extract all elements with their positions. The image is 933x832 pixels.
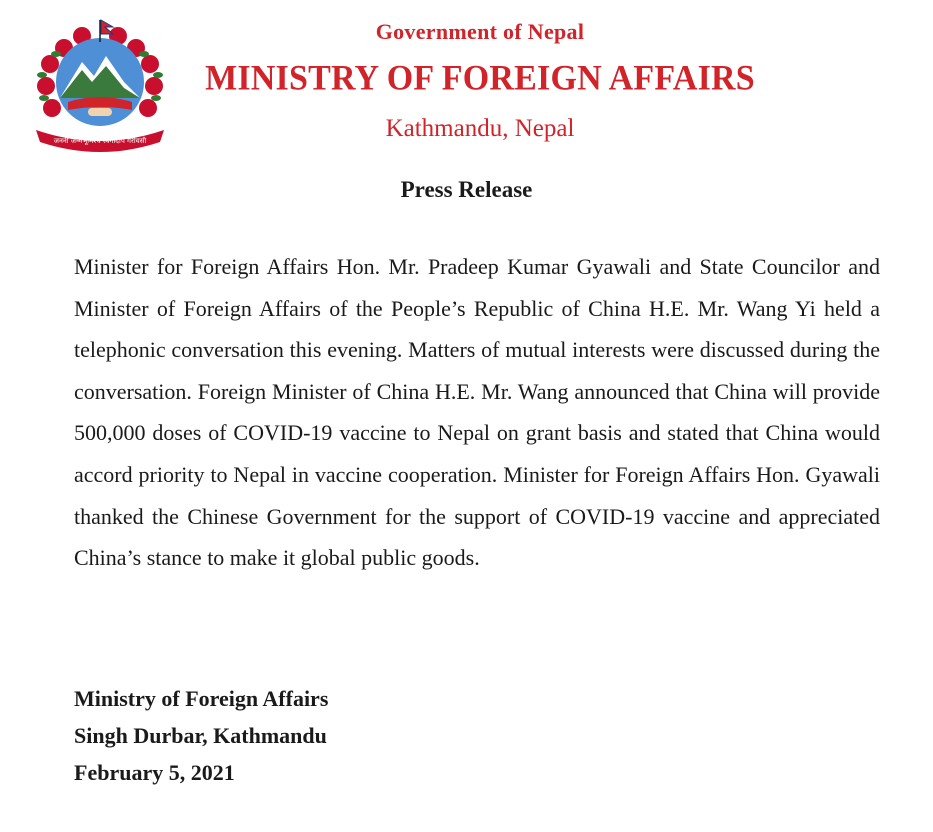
- signoff-organization: Ministry of Foreign Affairs: [74, 686, 329, 711]
- nepal-emblem-icon: [20, 12, 180, 152]
- document-title: Press Release: [400, 177, 533, 202]
- government-name: Government of Nepal: [375, 19, 585, 44]
- location: Kathmandu, Nepal: [385, 115, 575, 142]
- signoff-address: Singh Durbar, Kathmandu: [74, 723, 327, 748]
- ministry-name: MINISTRY OF FOREIGN AFFAIRS: [205, 59, 755, 98]
- signoff-block: [74, 680, 328, 791]
- letterhead: [190, 18, 770, 144]
- svg-text:जननी जन्मभूमिश्च स्वर्गादपि गर: जननी जन्मभूमिश्च स्वर्गादपि गरीयसी: [53, 137, 147, 145]
- signoff-date: February 5, 2021: [74, 760, 235, 785]
- press-release-body: Minister for Foreign Affairs Hon. Mr. Pradeep Kumar Gyawali and State Councilor and Minister of Foreign Affairs of the People’s Republic of China H.E. Mr. Wang Yi held a telephonic conversation this evening. Matters of mutual interests were discussed during the conversation. Foreign Minister of China H.E. Mr. Wang announced that China will provide 500,000 doses of COVID-19 vaccine to Nepal on grant basis and stated that China would accord priority to Nepal in vaccine cooperation. Minister for Foreign Affairs Hon. Gyawali thanked the Chinese Government for the support of COVID-19 vaccine and appreciated China’s stance to make it global public goods.: [74, 254, 880, 571]
